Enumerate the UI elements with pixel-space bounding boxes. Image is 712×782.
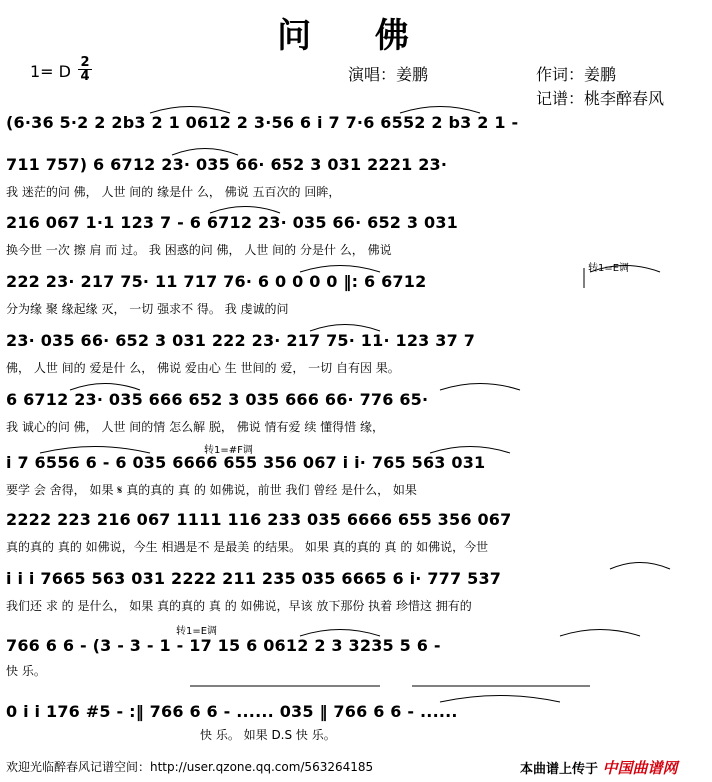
lyrics-line: 要学 会 舍得， 如果 𝄋 真的真的 真 的 如佛说，前世 我们 曾经 是什么， 如果 bbox=[6, 483, 417, 497]
lyrics-line: 真的真的 真的 如佛说，今生 相遇是不 是最美 的结果。 如果 真的真的 真 的 如佛说，今世 bbox=[6, 540, 489, 554]
lyrics-line: 快 乐。 如果 D.S 快 乐。 bbox=[200, 728, 336, 742]
notation-line: 711 757) 6 6712 23· 035 66· 652 3 031 2221 23· bbox=[6, 155, 448, 174]
meter-top: 2 bbox=[80, 55, 90, 70]
notation-line: 216 067 1·1 123 7 - 6 6712 23· 035 66· 652 3 031 bbox=[6, 213, 459, 232]
singer-credit: 演唱：姜鹏 bbox=[348, 65, 429, 84]
meter-bottom: 4 bbox=[80, 69, 90, 84]
transcriber-credit: 记谱：桃李醉春风 bbox=[536, 89, 665, 108]
notation-line: 0 i i 176 #5 - :‖ 766 6 6 - ...... 035 ‖ 766 6 6 - ...... bbox=[6, 702, 458, 721]
footer-brand bbox=[520, 757, 678, 778]
notation-line: (6·36 5·2 2 2b3 2 1 0612 2 3·56 6 i 7 7·6 6552 2 b3 2 1 - bbox=[6, 113, 519, 132]
lyrics-line: 分为缘 聚 缘起缘 灭， 一切 强求不 得。 我 虔诚的问 bbox=[6, 302, 289, 316]
lyrics-line: 换今世 一次 擦 肩 而 过。 我 困惑的问 佛， 人世 间的 分是什 么， 佛说 bbox=[6, 243, 392, 257]
notation-line: 23· 035 66· 652 3 031 222 23· 217 75· 11· 123 37 7 bbox=[6, 331, 476, 350]
page-title: 问 佛 bbox=[277, 16, 435, 56]
notation-line: i 7 6556 6 - 6 035 6666 655 356 067 i i· 765 563 031 bbox=[6, 453, 486, 472]
upload-label: 本曲谱上传于 bbox=[520, 762, 599, 777]
notation-line: 2222 223 216 067 1111 116 233 035 6666 655 356 067 bbox=[6, 510, 512, 529]
modulation-mark: 转1=E调 bbox=[176, 626, 218, 637]
key-signature: 1= D bbox=[30, 62, 71, 81]
lyrics-line: 佛， 人世 间的 爱是什 么， 佛说 爱由心 生 世间的 爱， 一切 自有因 果。 bbox=[6, 361, 400, 375]
notation-line: 6 6712 23· 035 666 652 3 035 666 66· 776 65· bbox=[6, 390, 429, 409]
notation-line: i i i 7665 563 031 2222 211 235 035 6665 6 i· 777 537 bbox=[6, 569, 502, 588]
modulation-mark: 转1=#F调 bbox=[204, 445, 253, 456]
lyrics-line: 我 迷茫的问 佛， 人世 间的 缘是什 么， 佛说 五百次的 回眸， bbox=[6, 185, 341, 199]
lyrics-line: 快 乐。 bbox=[6, 664, 46, 678]
site-logo-text: 中国曲谱网 bbox=[602, 759, 678, 777]
notation-line: 766 6 6 - (3 - 3 - 1 - 17 15 6 0612 2 3 3235 5 6 - bbox=[6, 636, 441, 655]
modulation-mark: 转1=E调 bbox=[588, 263, 630, 274]
footer-url-text: 欢迎光临醉春风记谱空间：http://user.qzone.qq.com/563264185 bbox=[6, 760, 374, 774]
notation-line: 222 23· 217 75· 11 717 76· 6 0 0 0 0 ‖: 6 6712 bbox=[6, 272, 427, 291]
lyricist-credit: 作词：姜鹏 bbox=[536, 65, 617, 84]
lyrics-line: 我 诚心的问 佛， 人世 间的情 怎么解 脱， 佛说 情有爱 续 懂得惜 缘， bbox=[6, 420, 384, 434]
lyrics-line: 我们还 求 的 是什么， 如果 真的真的 真 的 如佛说，早该 放下那份 执着 珍惜这 拥有的 bbox=[6, 599, 472, 613]
